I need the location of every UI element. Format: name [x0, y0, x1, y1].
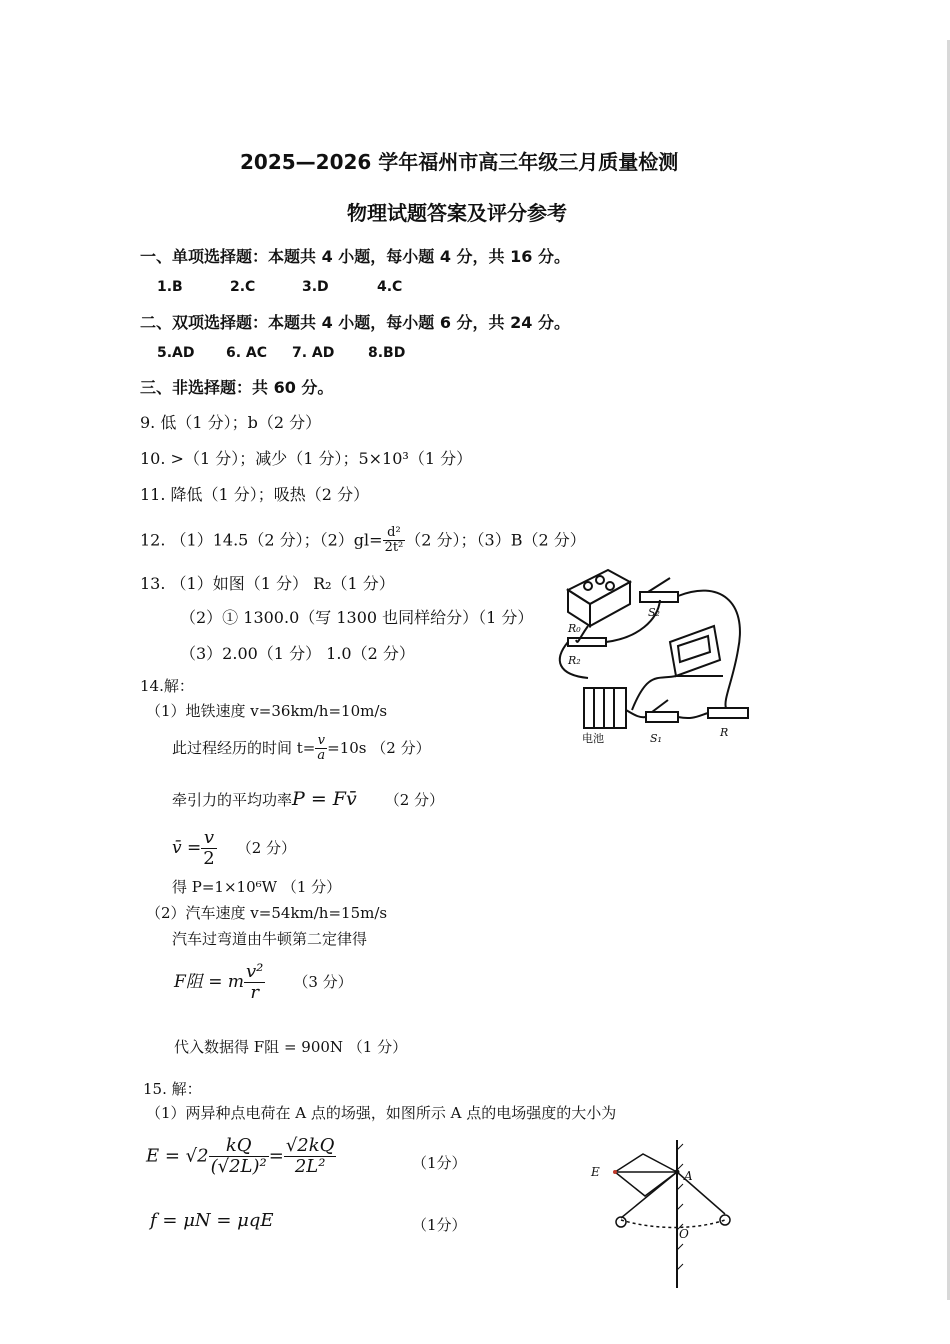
q14-p8-score: （3 分）	[293, 972, 353, 991]
answer-1: 1.B	[157, 279, 183, 295]
q15-e-num1: kQ	[209, 1136, 269, 1157]
label-a: A	[684, 1169, 693, 1183]
resistor-r0	[568, 638, 606, 646]
q14-p7: 汽车过弯道由牛顿第二定律得	[172, 930, 368, 948]
q9-answer: 9. 低（1 分）；b（2 分）	[140, 413, 322, 432]
q14-p2-suffix: =10s （2 分）	[327, 738, 431, 757]
q14-p8	[174, 962, 353, 1003]
q11-answer: 11. 降低（1 分）；吸热（2 分）	[140, 485, 370, 504]
q15-e-lhs: E = √2	[146, 1145, 209, 1167]
q14-p2-den: a	[317, 748, 326, 764]
charge-right	[720, 1215, 730, 1225]
q14-p3-formula: P = Fv̄	[292, 788, 357, 810]
q14-p8-fraction	[244, 962, 265, 1003]
label-r0: R₀	[568, 622, 581, 635]
label-s2: S₂	[648, 606, 660, 619]
q15-f-formula: f = μN = μqE	[150, 1210, 274, 1231]
voltmeter	[670, 626, 720, 676]
resistance-box-front	[590, 582, 630, 626]
page-title: 2025—2026 学年福州市高三年级三月质量检测	[240, 150, 679, 174]
q12-suffix: （2 分）；（3）B（2 分）	[405, 530, 586, 550]
point-e	[613, 1170, 617, 1174]
q15-e-den1: (√2L)²	[210, 1155, 267, 1177]
q14-p8-lhs: F阻 = m	[174, 971, 244, 992]
q14-p4-num: v	[201, 828, 216, 849]
dashed-arc	[621, 1220, 725, 1228]
q14-p4-lhs: v̄ =	[172, 837, 202, 858]
charge-left	[616, 1217, 626, 1227]
q15-p1: （1）两异种点电荷在 A 点的场强，如图所示 A 点的电场强度的大小为	[146, 1104, 617, 1122]
q14-p8-num: v²	[245, 961, 264, 982]
answer-4: 4.C	[377, 279, 403, 295]
q15-e-frac1	[209, 1136, 269, 1177]
label-e: E	[591, 1165, 600, 1179]
q14-p5: 得 P=1×10⁶W （1 分）	[172, 878, 342, 896]
q14-p4-den: 2	[203, 847, 215, 869]
answer-5: 5.AD	[157, 345, 195, 361]
q14-p2-num: v	[315, 734, 327, 749]
field-lower-vector	[615, 1172, 677, 1196]
label-s1: S₁	[650, 732, 662, 745]
q13-line3: （3）2.00（1 分） 1.0（2 分）	[180, 644, 415, 663]
q14-heading: 14.解：	[140, 677, 194, 695]
section2-heading: 二、双项选择题：本题共 4 小题，每小题 6 分，共 24 分。	[140, 313, 570, 332]
point-a	[675, 1170, 680, 1175]
q14-p2-prefix: 此过程经历的时间 t=	[172, 738, 316, 757]
q13-line2: （2）① 1300.0（写 1300 也同样给分）（1 分）	[180, 608, 534, 627]
label-r2: R₂	[568, 654, 581, 667]
q15-f-score: （1分）	[412, 1216, 467, 1234]
answer-6: 6. AC	[226, 345, 268, 361]
q14-p3-prefix: 牵引力的平均功率	[172, 791, 293, 809]
q14-p8-den: r	[250, 981, 259, 1003]
label-r: R	[720, 726, 729, 739]
q14-p2	[172, 734, 431, 764]
resistance-box-side	[568, 590, 590, 626]
label-battery: 电池	[582, 732, 604, 745]
q15-e-frac2	[284, 1136, 337, 1177]
q12-prefix: 12. （1）14.5（2 分）；（2）gl=	[140, 530, 383, 550]
q14-p2-fraction	[315, 734, 327, 764]
q15-e-score: （1分）	[412, 1154, 467, 1172]
page-subtitle: 物理试题答案及评分参考	[347, 201, 567, 225]
q14-p9: 代入数据得 F阻 = 900N （1 分）	[174, 1038, 408, 1056]
q12-frac-num: d²	[383, 526, 406, 541]
q14-p4-fraction	[201, 828, 216, 869]
q15-heading: 15. 解：	[143, 1080, 202, 1098]
q15-e-eq: =	[268, 1145, 284, 1167]
answer-7: 7. AD	[292, 345, 335, 361]
section3-heading: 三、非选择题：共 60 分。	[140, 378, 334, 397]
q15-e-equation	[146, 1136, 336, 1177]
answer-8: 8.BD	[368, 345, 406, 361]
answer-2: 2.C	[230, 279, 256, 295]
field-upper-vector	[615, 1154, 677, 1172]
q14-p4-score: （2 分）	[236, 838, 297, 857]
q12-frac-den: 2t²	[384, 540, 404, 556]
section1-heading: 一、单项选择题：本题共 4 小题，每小题 4 分，共 16 分。	[140, 247, 570, 266]
q13-line1: 13. （1）如图（1 分） R₂（1 分）	[140, 574, 395, 593]
q14-p3-score: （2 分）	[384, 791, 445, 809]
label-o: O	[679, 1227, 689, 1241]
q14-p4	[172, 828, 296, 869]
q12-fraction	[383, 526, 406, 556]
q14-p1: （1）地铁速度 v=36km/h=10m/s	[146, 702, 388, 720]
answer-3: 3.D	[302, 279, 329, 295]
q14-p3	[172, 788, 444, 810]
field-diagram	[585, 1140, 745, 1290]
resistor-r	[708, 708, 748, 718]
string-left	[621, 1172, 677, 1218]
circuit-diagram	[548, 560, 758, 750]
switch-s1	[646, 712, 678, 722]
q10-answer: 10. >（1 分）；减少（1 分）；5×10³（1 分）	[140, 449, 473, 468]
q15-e-den2: 2L²	[294, 1155, 326, 1177]
q12-answer	[140, 526, 586, 556]
q15-e-num2: √2kQ	[285, 1135, 335, 1156]
q14-p6: （2）汽车速度 v=54km/h=15m/s	[146, 904, 388, 922]
